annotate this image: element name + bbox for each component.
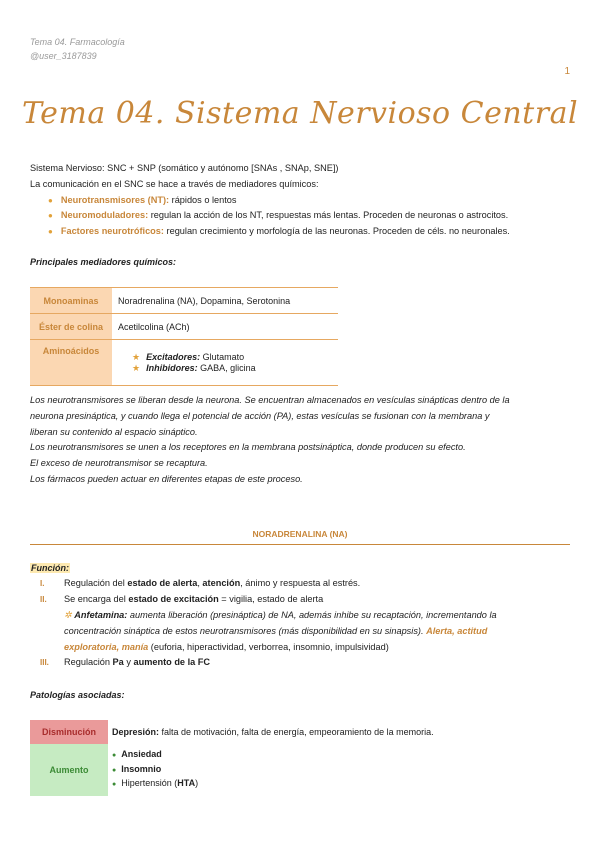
amphetamine-highlight: Alerta, actitud bbox=[426, 625, 488, 636]
table-row bbox=[30, 314, 338, 340]
table-row bbox=[30, 288, 338, 314]
bullet-neurotrophic-factors bbox=[48, 226, 510, 236]
pathologies-heading: Patologías asociadas: bbox=[30, 690, 125, 700]
paragraph-line: neurona presináptica, y cuando llega el potencial de acción (PA), estas vesículas se fusionan con la membrana y bbox=[30, 410, 490, 421]
bullet-text: rápidos o lentos bbox=[169, 195, 237, 205]
pathology-text: ) bbox=[195, 778, 199, 789]
table-row bbox=[30, 720, 510, 744]
pathology-term: Ansiedad bbox=[121, 749, 162, 760]
roman-numeral: III. bbox=[40, 658, 49, 667]
neurotransmission-paragraph bbox=[30, 393, 575, 488]
mediator-value: Acetilcolina (ACh) bbox=[112, 314, 338, 340]
list-item bbox=[112, 777, 506, 792]
function-item-2 bbox=[40, 592, 323, 608]
decrease-value bbox=[108, 720, 510, 744]
section-divider bbox=[30, 544, 570, 545]
bullet-neurotransmitters bbox=[48, 195, 237, 205]
item-bold: aumento de la FC bbox=[133, 657, 211, 667]
increase-label: Aumento bbox=[30, 744, 108, 796]
paragraph-line: Los neurotransmisores se unen a los receptores en la membrana postsináptica, donde producen su efecto. bbox=[30, 442, 466, 453]
function-item-1 bbox=[40, 576, 360, 592]
amphetamine-line bbox=[64, 640, 569, 656]
item-bold: estado de excitación bbox=[128, 594, 219, 604]
list-item bbox=[112, 763, 506, 778]
amphetamine-line bbox=[64, 608, 569, 624]
item-bold: Pa bbox=[112, 657, 124, 667]
intro-line-1: Sistema Nervioso: SNC + SNP (somático y autónomo [SNAs , SNAp, SNE]) bbox=[30, 163, 339, 173]
pathology-term: Insomnio bbox=[121, 763, 162, 774]
item-bold: atención bbox=[202, 578, 241, 588]
item-text: Se encarga del bbox=[64, 594, 129, 604]
bullet-text: regulan crecimiento y morfología de las neuronas. Proceden de céls. no neuronales. bbox=[163, 226, 510, 236]
amphetamine-line bbox=[64, 624, 569, 640]
roman-numeral: I. bbox=[40, 579, 45, 588]
star-icon: ★ bbox=[132, 362, 141, 373]
amino-text: Glutamato bbox=[200, 351, 245, 362]
bullet-dot-icon: ● bbox=[112, 766, 117, 774]
mediator-value: Noradrenalina (NA), Dopamina, Serotonina bbox=[112, 288, 338, 314]
paragraph-line: liberan su contenido al espacio sináptico. bbox=[30, 426, 198, 437]
bullet-term: Neurotransmisores (NT): bbox=[60, 195, 170, 205]
roman-numeral: II. bbox=[40, 595, 47, 604]
pathology-term: HTA bbox=[177, 778, 196, 789]
amino-text: GABA, glicina bbox=[197, 362, 256, 373]
decrease-label: Disminución bbox=[30, 720, 108, 744]
amino-term: Inhibidores: bbox=[146, 362, 198, 373]
list-item bbox=[112, 748, 506, 763]
intro-line-2: La comunicación en el SNC se hace a través de mediadores químicos: bbox=[30, 179, 319, 189]
amphetamine-term: Anfetamina: bbox=[74, 610, 128, 620]
pathology-text: falta de motivación, falta de energía, empeoramiento de la memoria. bbox=[159, 727, 434, 737]
pathologies-table bbox=[30, 720, 510, 796]
page-number: 1 bbox=[564, 66, 570, 77]
header-topic: Tema 04. Farmacología bbox=[30, 37, 125, 47]
item-text: , ánimo y respuesta al estrés. bbox=[240, 578, 361, 588]
page-title: Tema 04. Sistema Nervioso Central bbox=[21, 96, 579, 131]
paragraph-line: El exceso de neurotransmisor se recaptura. bbox=[30, 458, 208, 469]
amino-item bbox=[132, 363, 332, 374]
mediator-key: Aminoácidos bbox=[30, 340, 112, 386]
paragraph-line: Los fármacos pueden actuar en diferentes etapas de este proceso. bbox=[30, 473, 303, 484]
item-text: = vigilia, estado de alerta bbox=[218, 594, 324, 604]
item-text: Regulación del bbox=[64, 578, 128, 588]
mediators-heading: Principales mediadores químicos: bbox=[30, 257, 177, 267]
item-text: y bbox=[123, 657, 134, 667]
pathology-term: Depresión: bbox=[112, 727, 160, 737]
bullet-neuromodulators bbox=[48, 210, 508, 220]
amphetamine-text: concentración sináptica de estos neurotransmisores (más disponibilidad en su sinapsis). bbox=[64, 625, 427, 636]
star-icon: ★ bbox=[132, 351, 141, 362]
item-text: Regulación bbox=[64, 657, 113, 667]
table-row bbox=[30, 744, 510, 796]
bullet-dot-icon: ● bbox=[48, 227, 53, 236]
asterisk-icon: ✲ bbox=[64, 610, 72, 620]
paragraph-line: Los neurotransmisores se liberan desde la neurona. Se encuentran almacenados en vesículas sinápticas dentro de la bbox=[30, 395, 510, 405]
bullet-dot-icon: ● bbox=[48, 211, 53, 220]
amphetamine-highlight: exploratoria, manía bbox=[64, 641, 149, 652]
mediator-value bbox=[112, 340, 338, 386]
bullet-text: regulan la acción de los NT, respuestas más lentas. Proceden de neuronas o astrocitos. bbox=[148, 210, 509, 220]
mediator-key: Éster de colina bbox=[30, 314, 112, 340]
bullet-dot-icon: ● bbox=[112, 752, 117, 760]
bullet-dot-icon: ● bbox=[112, 781, 117, 789]
header-user: @user_3187839 bbox=[30, 51, 97, 61]
amino-item bbox=[132, 352, 332, 363]
amphetamine-text: aumenta liberación (presináptica) de NA, además inhibe su recaptación, incrementando la bbox=[127, 610, 497, 620]
increase-value bbox=[108, 744, 510, 796]
bullet-dot-icon: ● bbox=[48, 196, 53, 205]
function-item-3 bbox=[40, 655, 210, 671]
section-heading-na: NORADRENALINA (NA) bbox=[252, 529, 348, 539]
amphetamine-text: (euforia, hiperactividad, verborrea, insomnio, impulsividad) bbox=[148, 641, 389, 652]
table-row bbox=[30, 340, 338, 386]
mediator-key: Monoaminas bbox=[30, 288, 112, 314]
pathology-text: Hipertensión ( bbox=[121, 778, 178, 789]
function-label: Función: bbox=[31, 563, 69, 573]
bullet-term: Neuromoduladores: bbox=[60, 210, 149, 220]
bullet-term: Factores neurotróficos: bbox=[60, 226, 164, 236]
amphetamine-note bbox=[64, 608, 569, 655]
item-text: , bbox=[197, 578, 203, 588]
amino-term: Excitadores: bbox=[146, 351, 201, 362]
mediators-table bbox=[30, 287, 338, 386]
item-bold: estado de alerta bbox=[127, 578, 198, 588]
